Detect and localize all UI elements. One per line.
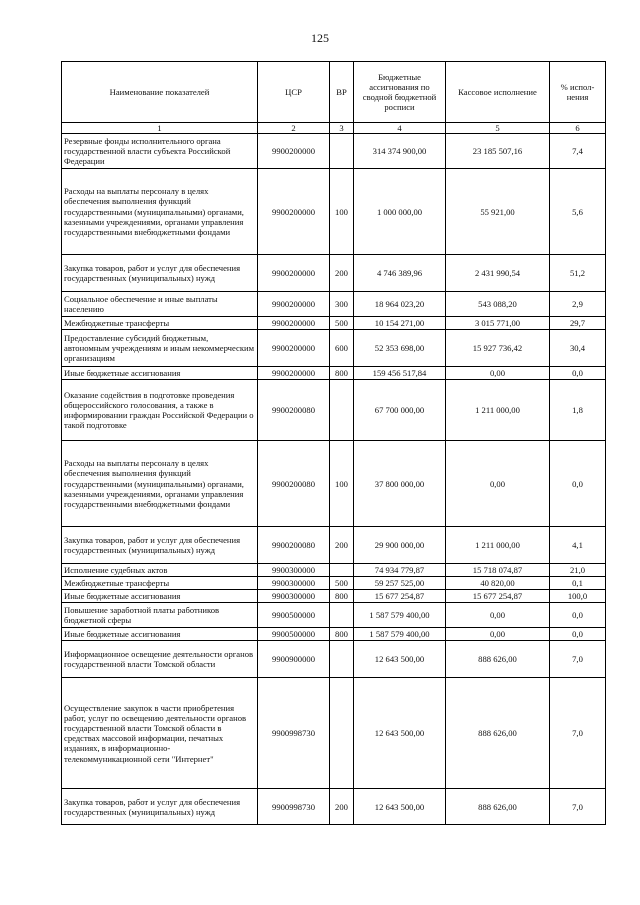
row-csr: 9900200000 [258, 292, 330, 317]
row-vr [330, 678, 354, 789]
row-pct: 0,1 [550, 577, 606, 590]
row-name: Исполнение судебных актов [62, 564, 258, 577]
row-cash: 15 677 254,87 [446, 590, 550, 603]
table-row [62, 292, 606, 317]
row-vr [330, 134, 354, 169]
row-budget: 74 934 779,87 [354, 564, 446, 577]
table-row [62, 330, 606, 367]
row-csr: 9900998730 [258, 678, 330, 789]
row-pct: 7,0 [550, 641, 606, 678]
page-number: 125 [311, 31, 329, 45]
row-pct: 0,0 [550, 441, 606, 527]
row-name: Закупка товаров, работ и услуг для обеспечения государственных (муниципальных) нужд [62, 789, 258, 825]
row-cash: 3 015 771,00 [446, 317, 550, 330]
row-budget: 18 964 023,20 [354, 292, 446, 317]
row-pct: 0,0 [550, 367, 606, 380]
row-budget: 1 587 579 400,00 [354, 603, 446, 628]
row-pct: 7,0 [550, 678, 606, 789]
row-vr [330, 380, 354, 441]
row-budget: 12 643 500,00 [354, 789, 446, 825]
row-vr: 200 [330, 789, 354, 825]
table-row [62, 527, 606, 564]
row-vr: 500 [330, 577, 354, 590]
row-budget: 159 456 517,84 [354, 367, 446, 380]
header-row [62, 62, 606, 123]
table-row [62, 380, 606, 441]
column-number-row [62, 123, 606, 134]
table-row [62, 564, 606, 577]
row-name: Межбюджетные трансферты [62, 317, 258, 330]
row-name: Иные бюджетные ассигнования [62, 628, 258, 641]
header-cash: Кассовое исполнение [446, 62, 550, 123]
row-csr: 9900500000 [258, 603, 330, 628]
table-row [62, 255, 606, 292]
row-cash: 23 185 507,16 [446, 134, 550, 169]
row-vr: 500 [330, 317, 354, 330]
column-number: 5 [446, 123, 550, 134]
row-name: Иные бюджетные ассигнования [62, 590, 258, 603]
row-vr: 800 [330, 367, 354, 380]
column-number: 1 [62, 123, 258, 134]
row-name: Резервные фонды исполнительного органа государственной власти субъекта Российской Федерации [62, 134, 258, 169]
row-name: Повышение заработной платы работников бюджетной сферы [62, 603, 258, 628]
row-vr: 300 [330, 292, 354, 317]
row-csr: 9900200080 [258, 441, 330, 527]
row-budget: 12 643 500,00 [354, 678, 446, 789]
row-cash: 0,00 [446, 603, 550, 628]
table-row [62, 603, 606, 628]
row-vr: 800 [330, 628, 354, 641]
row-budget: 1 000 000,00 [354, 169, 446, 255]
row-name: Оказание содействия в подготовке проведения общероссийского голосования, а также в информировании граждан Российской Федерации о такой подготовке [62, 380, 258, 441]
row-csr: 9900200080 [258, 380, 330, 441]
table-row [62, 441, 606, 527]
header-pct: % испол-нения [550, 62, 606, 123]
table-row [62, 577, 606, 590]
row-cash: 15 927 736,42 [446, 330, 550, 367]
row-csr: 9900998730 [258, 789, 330, 825]
row-budget: 10 154 271,00 [354, 317, 446, 330]
header-budget: Бюджетные ассигнования по сводной бюджетной росписи [354, 62, 446, 123]
row-cash: 0,00 [446, 367, 550, 380]
row-name: Расходы на выплаты персоналу в целях обеспечения выполнения функций государственными (муниципальными) органами, казенными учреждениями, органами управления государственными внебюджетными фондами [62, 169, 258, 255]
row-cash: 0,00 [446, 441, 550, 527]
row-pct: 0,0 [550, 628, 606, 641]
row-pct: 51,2 [550, 255, 606, 292]
column-number: 6 [550, 123, 606, 134]
row-name: Межбюджетные трансферты [62, 577, 258, 590]
row-pct: 2,9 [550, 292, 606, 317]
row-pct: 7,0 [550, 789, 606, 825]
row-pct: 30,4 [550, 330, 606, 367]
row-csr: 9900300000 [258, 590, 330, 603]
row-csr: 9900200080 [258, 527, 330, 564]
row-cash: 1 211 000,00 [446, 527, 550, 564]
row-budget: 15 677 254,87 [354, 590, 446, 603]
row-csr: 9900300000 [258, 564, 330, 577]
row-pct: 4,1 [550, 527, 606, 564]
column-number: 3 [330, 123, 354, 134]
row-name: Социальное обеспечение и иные выплаты населению [62, 292, 258, 317]
row-pct: 1,8 [550, 380, 606, 441]
row-budget: 12 643 500,00 [354, 641, 446, 678]
row-cash: 1 211 000,00 [446, 380, 550, 441]
row-cash: 15 718 074,87 [446, 564, 550, 577]
row-pct: 0,0 [550, 603, 606, 628]
table-row [62, 789, 606, 825]
row-csr: 9900300000 [258, 577, 330, 590]
row-budget: 59 257 525,00 [354, 577, 446, 590]
row-cash: 543 088,20 [446, 292, 550, 317]
row-pct: 100,0 [550, 590, 606, 603]
row-budget: 67 700 000,00 [354, 380, 446, 441]
row-cash: 40 820,00 [446, 577, 550, 590]
row-vr: 200 [330, 255, 354, 292]
header-name: Наименование показателей [62, 62, 258, 123]
header-csr: ЦСР [258, 62, 330, 123]
table-row [62, 317, 606, 330]
row-budget: 1 587 579 400,00 [354, 628, 446, 641]
row-csr: 9900200000 [258, 367, 330, 380]
row-vr: 600 [330, 330, 354, 367]
row-csr: 9900200000 [258, 317, 330, 330]
row-name: Закупка товаров, работ и услуг для обеспечения государственных (муниципальных) нужд [62, 255, 258, 292]
row-cash: 2 431 990,54 [446, 255, 550, 292]
table-row [62, 628, 606, 641]
table-row [62, 134, 606, 169]
row-vr: 100 [330, 441, 354, 527]
row-pct: 5,6 [550, 169, 606, 255]
row-name: Информационное освещение деятельности органов государственной власти Томской области [62, 641, 258, 678]
row-cash: 888 626,00 [446, 641, 550, 678]
row-vr: 100 [330, 169, 354, 255]
header-vr: ВР [330, 62, 354, 123]
row-csr: 9900200000 [258, 134, 330, 169]
table-row [62, 590, 606, 603]
row-budget: 314 374 900,00 [354, 134, 446, 169]
row-pct: 29,7 [550, 317, 606, 330]
row-vr [330, 603, 354, 628]
row-vr [330, 641, 354, 678]
row-cash: 888 626,00 [446, 678, 550, 789]
row-name: Иные бюджетные ассигнования [62, 367, 258, 380]
row-budget: 29 900 000,00 [354, 527, 446, 564]
row-csr: 9900500000 [258, 628, 330, 641]
table-row [62, 678, 606, 789]
row-pct: 7,4 [550, 134, 606, 169]
row-cash: 0,00 [446, 628, 550, 641]
row-budget: 4 746 389,96 [354, 255, 446, 292]
row-cash: 888 626,00 [446, 789, 550, 825]
table-row [62, 367, 606, 380]
row-csr: 9900900000 [258, 641, 330, 678]
column-number: 4 [354, 123, 446, 134]
row-csr: 9900200000 [258, 169, 330, 255]
table-row [62, 641, 606, 678]
row-name: Расходы на выплаты персоналу в целях обеспечения выполнения функций государственными (муниципальными) органами, казенными учреждениями, органами управления государственными внебюджетными фондами [62, 441, 258, 527]
table-row [62, 169, 606, 255]
row-budget: 52 353 698,00 [354, 330, 446, 367]
row-name: Предоставление субсидий бюджетным, автономным учреждениям и иным некоммерческим организациям [62, 330, 258, 367]
budget-execution-table [61, 61, 606, 825]
row-vr [330, 564, 354, 577]
row-vr: 800 [330, 590, 354, 603]
row-cash: 55 921,00 [446, 169, 550, 255]
row-vr: 200 [330, 527, 354, 564]
column-number: 2 [258, 123, 330, 134]
row-budget: 37 800 000,00 [354, 441, 446, 527]
row-csr: 9900200000 [258, 330, 330, 367]
row-name: Закупка товаров, работ и услуг для обеспечения государственных (муниципальных) нужд [62, 527, 258, 564]
row-pct: 21,0 [550, 564, 606, 577]
row-csr: 9900200000 [258, 255, 330, 292]
row-name: Осуществление закупок в части приобретения работ, услуг по освещению деятельности органов государственной власти Томской области в средствах массовой информации, печатных изданиях, в информационно-телекоммуникационной сети "Интернет" [62, 678, 258, 789]
